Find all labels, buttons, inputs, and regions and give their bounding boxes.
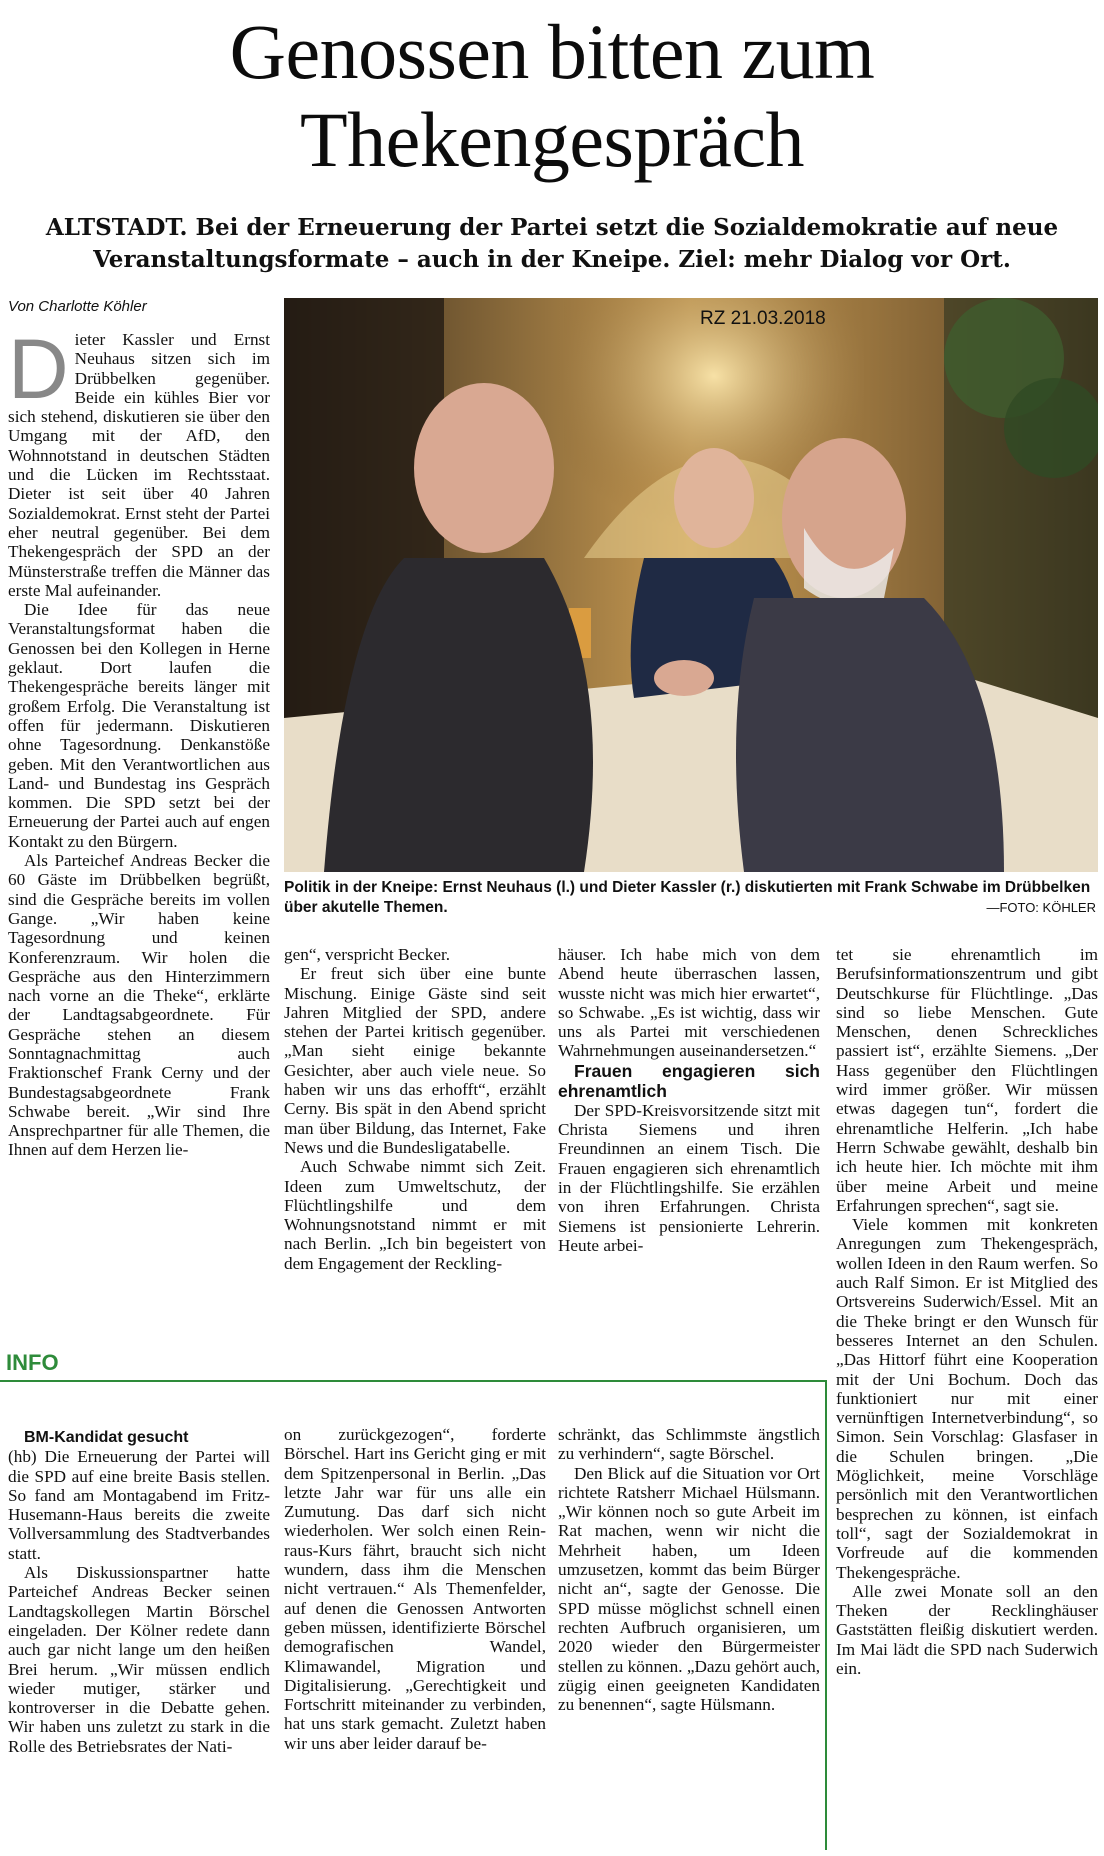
article-col-3 — [558, 945, 820, 1255]
article-paragraph: Viele kommen mit konkreten Anregungen zum Thekengespräch, wollen Ideen in den Raum werfen. So auch Ralf Simon. Er ist Mitglied des Ortsvereins Suderwich/Essel. Mit an die Theke bringt er den Wunsch für besseres Internet an den Schulen. „Das Hittorf führt eine Kooperation mit der Uni Bochum. Doch das funktioniert nur mit einer vernünftigen Internetverbindung“, so Simon. Sein Vorschlag: Glasfaser in die Schulen bringen. „Die Möglichkeit, meine Vorschläge persönlich mit den Verantwortlichen besprechen zu können, ist einfach toll“, sagt der Sozialdemokrat in Vorfreude auf die kommenden Thekengespräche. — [836, 1215, 1098, 1582]
date-stamp: RZ 21.03.2018 — [700, 308, 826, 329]
info-divider-vertical — [825, 1380, 827, 1850]
info-paragraph: Als Diskussionspartner hatte Parteichef Andreas Becker seinen Landtagskollegen Martin Börschel eingeladen. Der Kölner redete dann auch gar nicht lange um den heißen Brei herum. „Wir müssen endlich wieder mutiger, stärker und kontroverser in die Debatte gehen. Wir haben uns zuletzt zu stark in die Rolle des Betriebsrates der Nati- — [8, 1563, 270, 1756]
article-col-4 — [836, 945, 1098, 1678]
info-col-2 — [284, 1425, 546, 1753]
dropcap: D — [8, 322, 69, 416]
info-paragraph: (hb) Die Erneuerung der Partei will die SPD auf eine breite Basis stellen. So fand am Montagabend im Fritz-Husemann-Haus bereits die zweite Vollversammlung des Stadtverbandes statt. — [8, 1447, 270, 1563]
photo-credit: —FOTO: KÖHLER — [986, 900, 1096, 915]
headline: Genossen bitten zum Thekengespräch — [229, 8, 875, 183]
article-photo — [284, 298, 1098, 872]
article-col-1 — [8, 322, 270, 1160]
info-paragraph: schränkt, das Schlimmste ängstlich zu verhindern“, sagte Börschel. — [558, 1425, 820, 1464]
article-paragraph: Die Idee für das neue Veranstaltungsformat haben die Genossen bei den Kollegen in Herne geklaut. Dort laufen die Thekengespräche bereits länger mit großem Erfolg. Die Veranstaltung ist offen für jedermann. Diskutieren ohne Tagesordnung. Denkanstöße geben. Mit den Verantwortlichen aus Land- und Bundestag ins Gespräch kommen. Die SPD setzt bei der Erneuerung der Partei auch auf engen Kontakt zu den Bürgern. — [8, 600, 270, 851]
article-col-2 — [284, 945, 546, 1273]
article-paragraph: Dieter Kassler und Ernst Neuhaus sitzen sich im Drübbelken gegenüber. Beide ein kühles Bier vor sich stehend, diskutieren sie über den Umgang mit der AfD, den Wohnnotstand in deutschen Städten und die Lücken im Rechtsstaat. Dieter ist seit über 40 Jahren Sozialdemokrat. Ernst steht der Partei eher neutral gegenüber. Bei dem Thekengespräch der SPD an der Münsterstraße treffen die Männer das erste Mal aufeinander. — [8, 322, 270, 600]
info-paragraph: on zurückgezogen“, forderte Börschel. Hart ins Gericht ging er mit dem Spitzenpersonal in Berlin. „Das letzte Jahr war für uns alle ein Zumutung. Das darf sich nicht wiederholen. Wer solch einen Rein-raus-Kurs fährt, braucht sich nicht wundern, dass ihm die Menschen nicht vertrauen.“ Als Themenfelder, auf denen die Genossen Antworten geben müssen, identifizierte Börschel demografischen Wandel, Klimawandel, Migration und Digitalisierung. „Gerechtigkeit und Fortschritt miteinander zu verbinden, hat uns stark gemacht. Zuletzt haben wir uns aber leider darauf be- — [284, 1425, 546, 1753]
info-label: INFO — [6, 1350, 59, 1375]
info-paragraph: Den Blick auf die Situation vor Ort richtete Ratsherr Michael Hülsmann. „Wir können noch so gute Arbeit im Rat machen, wenn wir nicht die Mehrheit haben, um Ideen umzusetzen, kommt das beim Bürger nicht an“, sagte der Genosse. Die SPD müsse möglichst schnell einen rechten Aufbruch organisieren, um 2020 wieder den Bürgermeister stellen zu können. „Dazu gehört auch, zügig einen geeigneten Kandidaten zu benennen“, sagte Hülsmann. — [558, 1463, 821, 1715]
info-col-3 — [558, 1425, 820, 1714]
photo-illustration — [284, 298, 1098, 872]
article-paragraph: Alle zwei Monate soll an den Theken der Recklinghäuser Gaststätten fleißig diskutiert werden. Im Mai lädt die SPD nach Suderwich ein. — [836, 1581, 1098, 1678]
article-paragraph: häuser. Ich habe mich von dem Abend heute überraschen lassen, wusste nicht was mich hier erwartet“, so Schwabe. „Es ist wichtig, dass wir uns als Partei mit verschiedenen Wahrnehmungen auseinandersetzen.“ — [558, 945, 820, 1061]
article-paragraph: Als Parteichef Andreas Becker die 60 Gäste im Drübbelken begrüßt, sind die Gespräche bereits im vollen Gange. „Wir haben keine Tagesordnung und keinen Konferenzraum. Wir holen die Gespräche aus den Hinterzimmern nach vorne an die Theke“, erklärte der Landtagsabgeordnete. Für Gespräche stehen an diesem Sonntagnachmittag auch Fraktionschef Frank Cerny und der Bundestagsabgeordnete Frank Schwabe bereit. „Wir sind Ihre Ansprechpartner für alle Themen, die Ihnen auf dem Herzen lie- — [8, 851, 270, 1160]
info-heading: BM-Kandidat gesucht — [24, 1429, 189, 1446]
article-paragraph: tet sie ehrenamtlich im Berufsinformationszentrum und gibt Deutschkurse für Flüchtlinge. „Das sind so liebe Menschen. Gute Menschen, denen Schreckliches passiert ist“, erzählte Siemens. „Der Hass gegenüber den Flüchtlingen wird immer größer. Wir müssen etwas dagegen tun“, fordert die ehrenamtliche Helferin. „Ich habe Herrn Schwabe gewählt, deshalb bin ich heute hier. Ich möchte mit ihm über meine Arbeit und meine Erfahrungen sprechen“, sagt sie. — [836, 945, 1098, 1215]
article-paragraph: Auch Schwabe nimmt sich Zeit. Ideen zum Umweltschutz, der Flüchtlingshilfe und dem Wohnungsnotstand nimmt er mit nach Berlin. „Ich bin begeistert von dem Engagement der Reckling- — [284, 1157, 546, 1273]
article-subhead: Frauen engagieren sich ehrenamtlich — [558, 1060, 820, 1101]
article-paragraph: gen“, verspricht Becker. — [284, 945, 451, 964]
article-paragraph: Er freut sich über eine bunte Mischung. Einige Gäste sind seit Jahren Mitglied der SPD, andere stehen der Partei kritisch gegenüber. „Man sieht einige bekannte Gesichter, aber auch viele neue. So haben wir uns das erhofft“, erzählt Cerny. Bis spät in den Abend spricht man über Bildung, das Internet, Fake News und die Bundesligatabelle. — [284, 964, 546, 1157]
info-col-1 — [8, 1428, 270, 1756]
photo-caption: Politik in der Kneipe: Ernst Neuhaus (l.) und Dieter Kassler (r.) diskutierten mit Frank Schwabe im Drübbelken über akutelle Themen. — [284, 879, 1091, 916]
byline: Von Charlotte Köhler — [8, 298, 147, 315]
info-divider — [0, 1380, 826, 1382]
article-paragraph: Der SPD-Kreisvorsitzende sitzt mit Christa Siemens und ihren Freundinnen an einem Tisch. Die Frauen engagieren sich ehrenamtlich in der Flüchtlingshilfe. Sie erzählen von ihren Erfahrungen. Christa Siemens ist pensionierte Lehrerin. Heute arbei- — [558, 1100, 820, 1255]
subline: ALTSTADT. Bei der Erneuerung der Partei setzt die Sozialdemokratie auf neue Veranstaltungsformate – auch in der Kneipe. Ziel: mehr Dialog vor Ort. — [45, 214, 1059, 273]
